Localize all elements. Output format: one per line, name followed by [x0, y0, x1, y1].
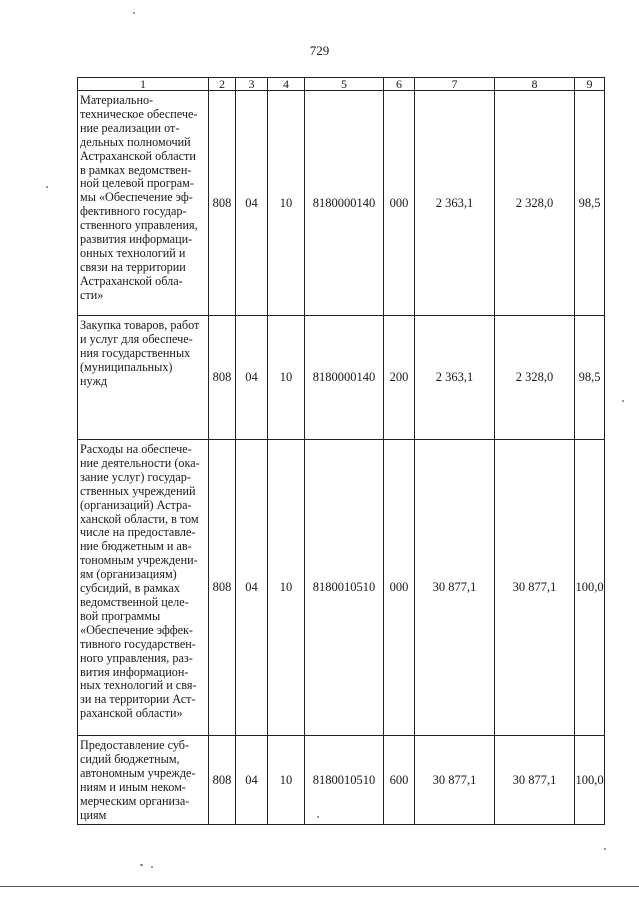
cell-executed-amount: 2 328,0 [495, 316, 575, 440]
table-row [78, 736, 605, 825]
page-number: 729 [309, 43, 330, 58]
header-cell-1: 1 [78, 78, 209, 91]
header-cell-9: 9 [575, 78, 605, 91]
cell-target-article: 8180000140 [305, 316, 384, 440]
cell-expense-type: 200 [384, 316, 415, 440]
row-description: Закупка товаров, работ и услуг для обеспече- ния государственных (муниципальных) нужд [78, 316, 209, 440]
table-row [78, 440, 605, 736]
row-description: Предоставление суб- сидий бюджетным, автономным учрежде- ниям и иным неком- мерческим организа- циям [78, 736, 209, 825]
cell-ministry-code: 808 [209, 316, 236, 440]
header-cell-3: 3 [236, 78, 268, 91]
row-description: Расходы на обеспече- ние деятельности (ока- зание услуг) государ- ственных учреждений (организаций) Астра- ханской области, в том числе на предоставле- ние бюджетным и ав- тономным учреждени- ям (организациям) субсидий, в рамках ведомственной целе- вой программы «Обеспечение эффек- тивного государствен- ного управления, раз- вития информацион- ных технологий и свя- зи на территории Аст- раханской области» [78, 440, 209, 736]
cell-executed-amount: 30 877,1 [495, 736, 575, 825]
cell-execution-percent: 100,0 [575, 736, 605, 825]
scan-speck [140, 864, 143, 866]
budget-table [77, 77, 605, 825]
cell-section: 04 [236, 316, 268, 440]
scan-speck [46, 186, 48, 188]
cell-execution-percent: 98,5 [575, 91, 605, 316]
cell-executed-amount: 2 328,0 [495, 91, 575, 316]
cell-subsection: 10 [268, 440, 305, 736]
header-cell-4: 4 [268, 78, 305, 91]
cell-expense-type: 000 [384, 91, 415, 316]
scan-speck [622, 400, 624, 402]
cell-execution-percent: 100,0 [575, 440, 605, 736]
header-cell-8: 8 [495, 78, 575, 91]
cell-approved-amount: 2 363,1 [415, 316, 495, 440]
cell-subsection: 10 [268, 736, 305, 825]
header-cell-7: 7 [415, 78, 495, 91]
scan-speck [604, 848, 606, 850]
cell-target-article: 8180000140 [305, 91, 384, 316]
cell-ministry-code: 808 [209, 91, 236, 316]
cell-subsection: 10 [268, 91, 305, 316]
cell-section: 04 [236, 736, 268, 825]
cell-ministry-code: 808 [209, 736, 236, 825]
cell-section: 04 [236, 440, 268, 736]
header-cell-5: 5 [305, 78, 384, 91]
row-description: Материально- техническое обеспече- ние реализации от- дельных полномочий Астраханской области в рамках ведомствен- ной целевой програм- мы «Обеспечение эф- фективного государ- ственного управления, развития информаци- онных технологий и связи на территории Астраханской обла- сти» [78, 91, 209, 316]
cell-target-article: 8180010510 [305, 440, 384, 736]
header-cell-6: 6 [384, 78, 415, 91]
cell-approved-amount: 30 877,1 [415, 736, 495, 825]
scan-speck [133, 12, 135, 14]
cell-approved-amount: 30 877,1 [415, 440, 495, 736]
header-cell-2: 2 [209, 78, 236, 91]
table-row [78, 316, 605, 440]
cell-approved-amount: 2 363,1 [415, 91, 495, 316]
cell-target-article: 8180010510 [305, 736, 384, 825]
cell-execution-percent: 98,5 [575, 316, 605, 440]
table-row [78, 91, 605, 316]
table-header-row [78, 78, 605, 91]
cell-ministry-code: 808 [209, 440, 236, 736]
cell-section: 04 [236, 91, 268, 316]
cell-executed-amount: 30 877,1 [495, 440, 575, 736]
page-bottom-rule [0, 886, 639, 887]
cell-subsection: 10 [268, 316, 305, 440]
cell-expense-type: 000 [384, 440, 415, 736]
scan-speck [317, 816, 319, 818]
scan-speck [151, 866, 153, 868]
cell-expense-type: 600 [384, 736, 415, 825]
